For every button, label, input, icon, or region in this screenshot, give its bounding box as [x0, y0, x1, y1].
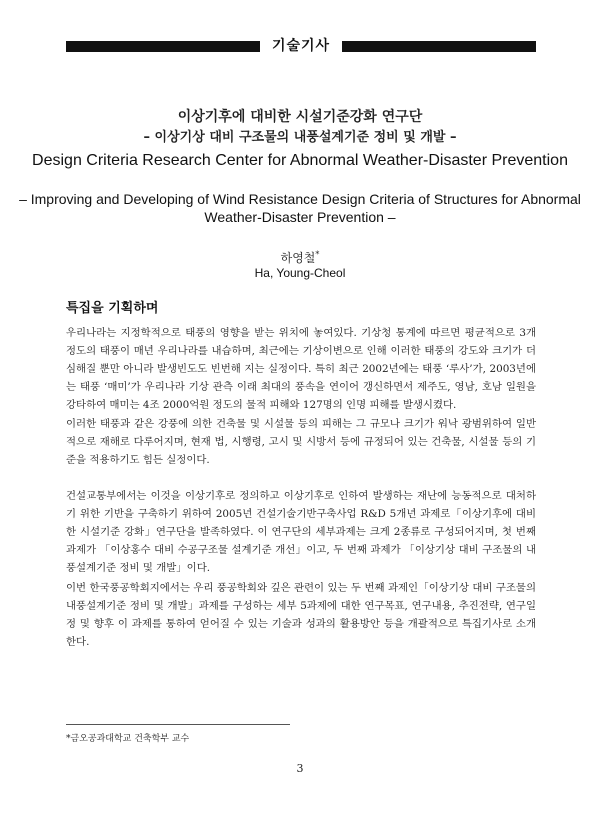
- english-title: Design Criteria Research Center for Abnormal Weather-Disaster Prevention: [32, 152, 568, 169]
- page-number: 3: [296, 762, 304, 775]
- footnote: *금오공과대학교 건축학부 교수: [66, 734, 190, 744]
- body-paragraph-1: 우리나라는 지정학적으로 태풍의 영향을 받는 위치에 놓여있다. 기상청 통계에 따르면 평균적으로 3개 정도의 태풍이 매년 우리나라를 내습하며, 최근에는 기상이변으로 인해 이러한 태풍의 강도와 크기가 더 심해질 뿐만 아니라 발생빈도도 빈번해 지는 실정이다. 특히 최근 2002년에는 태풍 ‘루사’가, 2003년에는 태풍 ‘매미’가 우리나라 기상 관측 이래 최대의 풍속을 연이어 갱신하면서 제주도, 영남, 호남 일원을 강타하여 매미는 4조 2000억원 정도의 물적 피해와 127명의 인명 피해를 발생시켰다.: [66, 327, 536, 411]
- body-paragraph-3: 건설교통부에서는 이것을 이상기후로 정의하고 이상기후로 인하여 발생하는 재난에 능동적으로 대처하기 위한 기반을 구축하기 위하여 2005년 건설기술기반구축사업 R&D 5개년 과제로「이상기후에 대비한 시설기준 강화」연구단을 발족하였다. 이 연구단의 세부과제는 크게 2종류로 구성되어지며, 첫 번째 과제가 「이상홍수 대비 수공구조물 설계기준 개선」이고, 두 번째 과제가 「이상기상 대비 구조물의 내풍설계기준 정비 및 개발」이다.: [66, 490, 536, 574]
- section-label: 기술기사: [271, 38, 331, 54]
- author-korean: [0, 249, 600, 266]
- body-paragraph-2: 이러한 태풍과 같은 강풍에 의한 건축물 및 시설물 등의 피해는 그 규모나 크기가 워낙 광범위하여 일반적으로 재해로 다루어지며, 현재 법, 시행령, 고시 및 시방서 등에 규정되어 있는 건축물, 시설물 등의 기준을 적용하기도 힘든 실정이다.: [66, 418, 536, 466]
- section-header-bar: [66, 40, 536, 52]
- english-subtitle: – Improving and Developing of Wind Resistance Design Criteria of Structures for Abnormal Weather-Disaster Prevention –: [19, 191, 581, 225]
- section-heading: 특집을 기획하며: [66, 301, 159, 316]
- author-footnote-mark: *: [315, 250, 320, 259]
- korean-subtitle: – 이상기상 대비 구조물의 내풍설계기준 정비 및 개발 –: [143, 130, 457, 145]
- body-paragraph-4: 이번 한국풍공학회지에서는 우리 풍공학회와 깊은 관련이 있는 두 번째 과제인「이상기상 대비 구조물의 내풍설계기준 정비 및 개발」과제를 구성하는 세부 5과제에 대한 연구목표, 연구내용, 추진전략, 연구일정 및 향후 이 과제를 통하여 얻어질 수 있는 기술과 성과의 활용방안 등을 개괄적으로 특집기사로 소개한다.: [66, 582, 536, 648]
- korean-title: 이상기후에 대비한 시설기준강화 연구단: [177, 109, 423, 125]
- author-name-ko: 하영철: [280, 251, 316, 265]
- header-rule-right: [342, 41, 536, 52]
- author-english: Ha, Young-Cheol: [254, 266, 346, 280]
- header-rule-left: [66, 41, 260, 52]
- footnote-divider: [66, 724, 290, 725]
